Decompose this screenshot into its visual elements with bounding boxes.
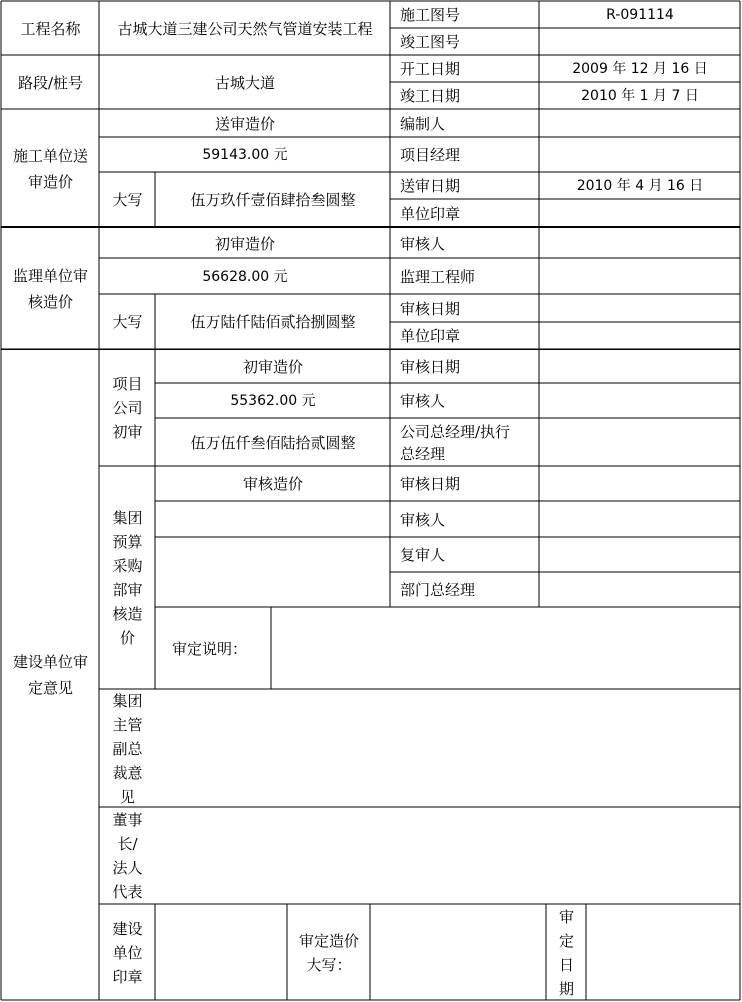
asbuilt-no-label: 竣工图号 (400, 33, 461, 51)
chairman-field[interactable] (156, 808, 740, 904)
contractor-price-title: 送审造价 (214, 114, 275, 133)
submit-date-label: 送审日期 (400, 177, 461, 195)
supervisor-section-label (2, 229, 99, 349)
project-review-date-label: 审核日期 (400, 357, 461, 376)
supervisor-seal-label: 单位印章 (400, 327, 461, 345)
supervisor-section-text: 监理单位审核造价 (13, 267, 89, 311)
owner-section-text: 建设单位审定意见 (13, 653, 89, 697)
final-date-text: 审定日期 (558, 907, 574, 998)
contractor-section-label (2, 110, 99, 227)
final-date-field[interactable] (587, 905, 740, 1000)
group-price-title: 审核造价 (242, 475, 303, 493)
approval-note-field[interactable] (272, 608, 740, 689)
start-date-label: 开工日期 (400, 60, 461, 78)
project-name-label: 工程名称 (20, 19, 81, 38)
vp-opinion-field[interactable] (156, 690, 740, 807)
drawing-no-label: 施工图号 (400, 6, 461, 24)
final-price-text: 审定造价大写： (298, 931, 359, 974)
owner-seal-label (100, 905, 155, 1000)
supervisor-review-date-label: 审核日期 (400, 299, 461, 318)
final-date-label (547, 905, 586, 1000)
recheck-label: 复审人 (400, 546, 446, 564)
chairman-label (100, 808, 155, 904)
group-review-date-label: 审核日期 (400, 475, 461, 493)
approval-note-label: 审定说明： (172, 639, 248, 658)
supervisor-capital-value: 伍万陆仟陆佰贰拾捌圆整 (190, 313, 356, 331)
project-price-title: 初审造价 (242, 357, 303, 376)
owner-seal-text: 建设单位印章 (112, 919, 143, 986)
end-date-value: 2010 年 1 月 7 日 (581, 88, 699, 104)
submit-date-value: 2010 年 4 月 16 日 (576, 178, 704, 194)
supervising-engineer-label: 监理工程师 (400, 267, 476, 286)
project-reviewer-label: 审核人 (400, 392, 446, 410)
group-dept-text: 集团预算采购部审核造价 (112, 509, 143, 647)
dept-manager-label: 部门总经理 (400, 581, 476, 599)
project-capital-value: 伍万伍仟叁佰陆拾贰圆整 (190, 433, 356, 452)
start-date-value: 2009 年 12 月 16 日 (572, 61, 708, 77)
project-company-text: 项目公司初审 (112, 375, 143, 441)
section-label: 路段/桩号 (17, 73, 84, 92)
vp-opinion-text: 集团主管副总裁意见 (112, 691, 143, 806)
project-company-label (100, 350, 155, 466)
general-manager-label (391, 419, 539, 466)
supervisor-capital-label: 大写 (112, 313, 143, 331)
section-value: 古城大道 (214, 73, 275, 92)
general-manager-text: 公司总经理/执行总经理 (400, 422, 511, 463)
contractor-capital-value: 伍万玖仟壹佰肆拾叁圆整 (190, 191, 356, 209)
contractor-capital-label: 大写 (112, 191, 143, 209)
project-manager-label: 项目经理 (400, 146, 461, 164)
supervisor-price-title: 初审造价 (214, 234, 275, 253)
project-price-value: 55362.00 元 (230, 393, 316, 409)
supervisor-reviewer-label: 审核人 (400, 234, 446, 253)
project-name-value: 古城大道三建公司天然气管道安装工程 (117, 19, 373, 38)
contractor-section-text: 施工单位送审造价 (13, 146, 89, 191)
vp-opinion-label (100, 690, 155, 807)
final-price-field[interactable] (371, 905, 546, 1000)
owner-seal-field[interactable] (156, 905, 287, 1000)
final-price-label (288, 905, 370, 1000)
contractor-price-value: 59143.00 元 (202, 147, 288, 163)
group-reviewer-label: 审核人 (400, 510, 446, 529)
editor-label: 编制人 (400, 114, 446, 133)
supervisor-price-value: 56628.00 元 (202, 268, 288, 285)
drawing-no-value: R-091114 (606, 7, 674, 23)
asbuilt-no-value (540, 29, 740, 55)
contractor-seal-label: 单位印章 (400, 204, 461, 223)
owner-section-label (2, 350, 99, 1000)
end-date-label: 竣工日期 (400, 87, 461, 105)
chairman-text: 董事长/法人代表 (112, 811, 143, 901)
group-dept-label (100, 467, 155, 689)
